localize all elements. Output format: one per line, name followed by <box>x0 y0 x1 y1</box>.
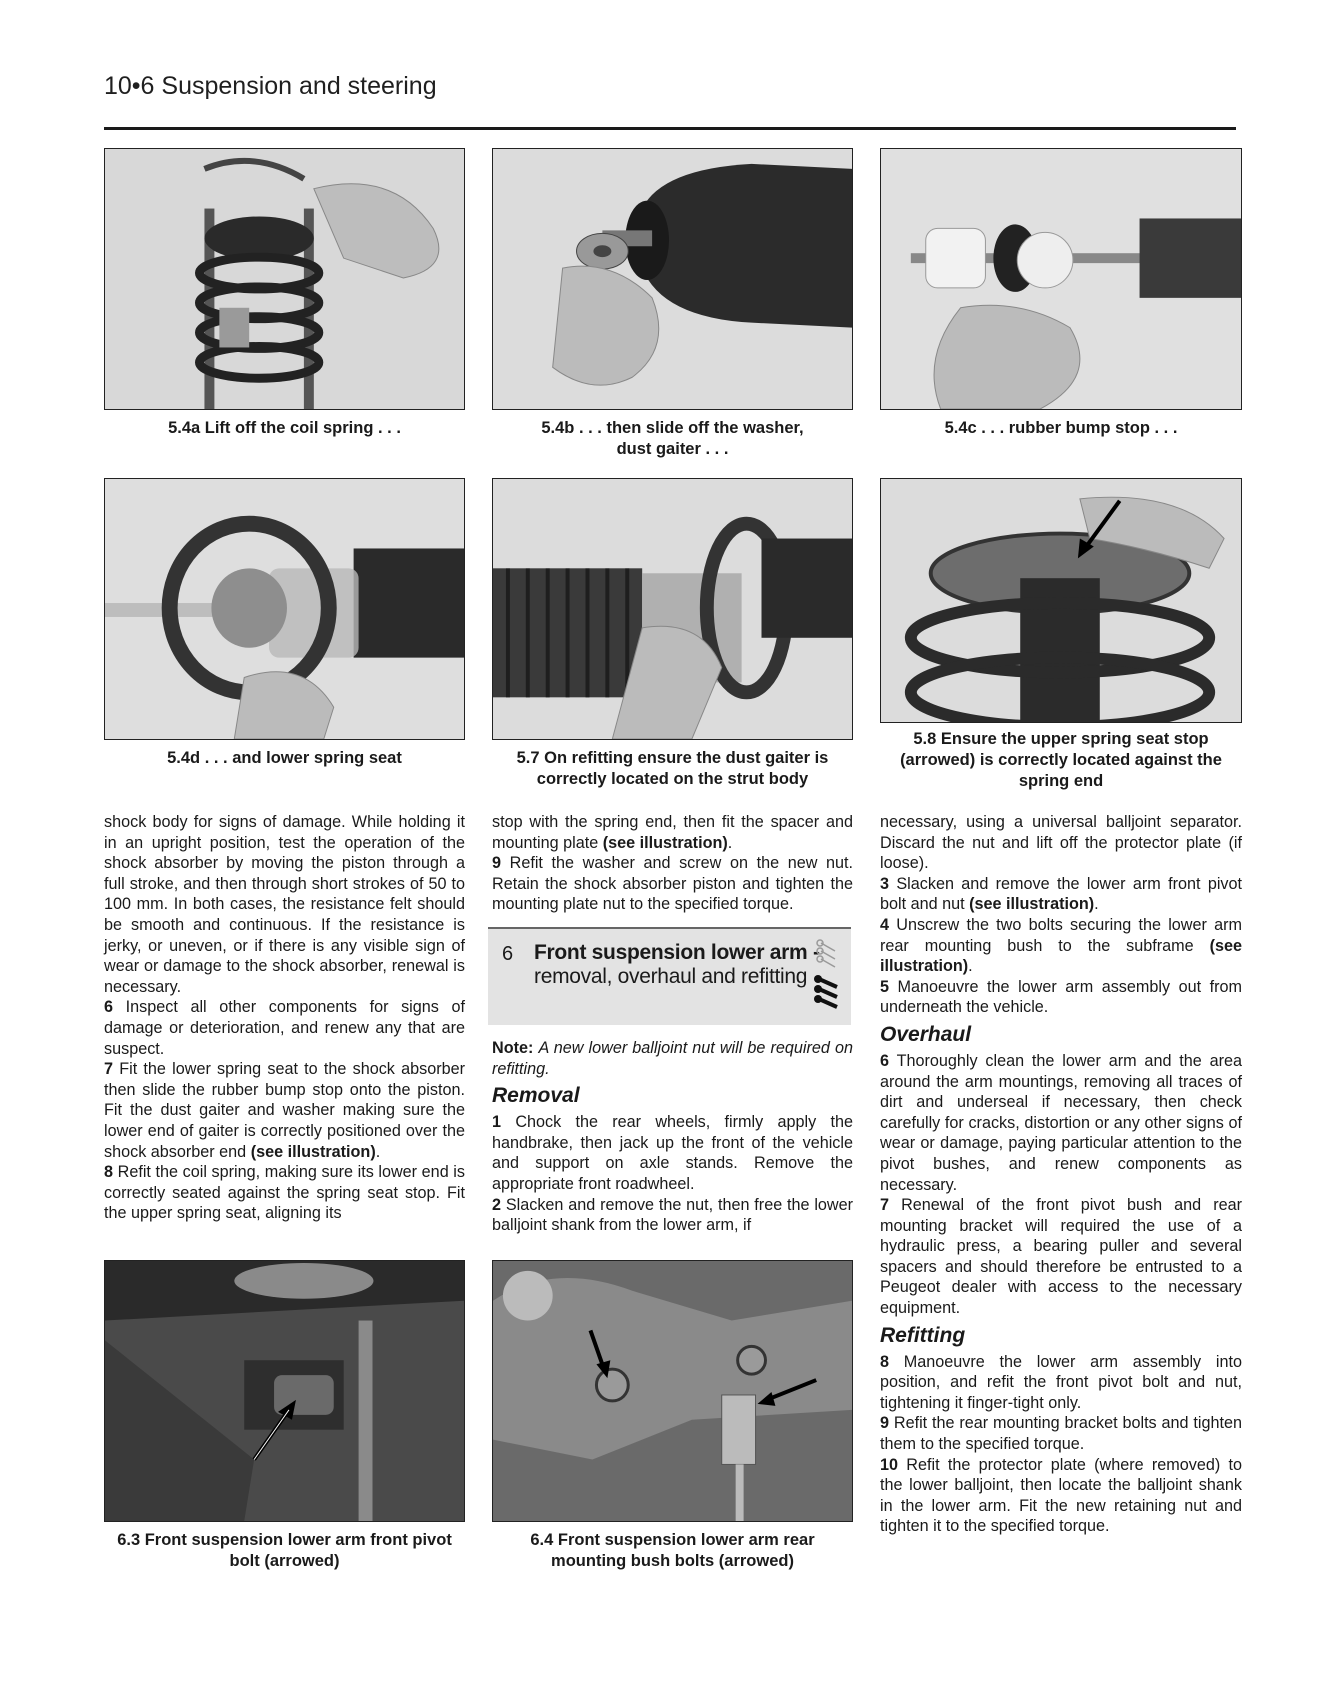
paragraph: 2 Slacken and remove the nut, then free the lower balljoint shank from the lower arm, if <box>492 1195 854 1235</box>
caption-5-4c: 5.4c . . . rubber bump stop . . . <box>944 419 1178 437</box>
difficulty-wrench-icon <box>813 939 843 1015</box>
paragraph: 8 Refit the coil spring, making sure its lower end is correctly seated against the spring seat stop. Fit the upper spring seat, aligning its <box>104 1163 465 1223</box>
note: Note: A new lower balljoint nut will be required on refitting. <box>492 1039 853 1078</box>
paragraph: 9 Refit the washer and screw on the new nut. Retain the shock absorber piston and tighten the mounting plate nut to the specified torque. <box>492 854 854 914</box>
paragraph: 7 Fit the lower spring seat to the shock absorber then slide the rubber bump stop onto the piston. Fit the dust gaiter and washer making sure the lower end of gaiter is correctly positioned over the shock absorber end (see illustration). <box>104 1060 465 1161</box>
paragraph: 8 Manoeuvre the lower arm assembly into position, and refit the front pivot bolt and nut, tightening it finger-tight only. <box>880 1352 1242 1412</box>
paragraph: 7 Renewal of the front pivot bush and rear mounting bracket will required the use of a hydraulic press, a bearing puller and several spacers and should therefore be entrusted to a Peugeot dealer with access to the necessary equipment. <box>880 1196 1243 1318</box>
section-heading-box <box>488 927 851 1025</box>
caption-5-4a: 5.4a Lift off the coil spring . . . <box>168 419 401 437</box>
photo-5-4a <box>104 148 465 410</box>
photo-5-8 <box>880 478 1242 723</box>
photo-6-3 <box>104 1260 465 1522</box>
refitting-heading: Refitting <box>880 1323 966 1347</box>
header-rule <box>104 127 1236 130</box>
removal-heading: Removal <box>492 1084 580 1108</box>
text-column-2-bottom <box>492 1038 853 1236</box>
section-number: 6 <box>502 943 514 965</box>
paragraph: necessary, using a universal balljoint separator. Discard the nut and lift off the protector plate (if loose). <box>880 813 1242 873</box>
caption-5-4d: 5.4d . . . and lower spring seat <box>167 749 402 767</box>
paragraph: shock body for signs of damage. While holding it in an upright position, test the operation of the shock absorber by moving the piston through a full stroke, and then through short strokes of 50 to 100 mm. In both cases, the resistance felt should be smooth and continuous. If the resistance is jerky, or uneven, or if there is any visible sign of wear or damage to the shock absorber, renewal is necessary. <box>104 813 465 996</box>
caption-6-4: 6.4 Front suspension lower arm rear mounting bush bolts (arrowed) <box>530 1531 815 1570</box>
caption-5-8: 5.8 Ensure the upper spring seat stop (arrowed) is correctly located against the spring end <box>900 730 1222 790</box>
caption-6-3: 6.3 Front suspension lower arm front pivot bolt (arrowed) <box>117 1531 452 1570</box>
paragraph: 10 Refit the protector plate (where removed) to the lower balljoint, then locate the balljoint shank in the lower arm. Fit the new retaining nut and tighten it to the specified torque. <box>880 1455 1242 1536</box>
text-column-1 <box>104 812 465 1224</box>
paragraph: 5 Manoeuvre the lower arm assembly out from underneath the vehicle. <box>880 977 1243 1017</box>
photo-5-7 <box>492 478 853 740</box>
section-title: Front suspension lower arm - removal, overhaul and refitting <box>534 941 820 988</box>
photo-5-4b <box>492 148 853 410</box>
caption-5-4b: 5.4b . . . then slide off the washer, dust gaiter . . . <box>541 419 804 458</box>
photo-5-4d <box>104 478 465 740</box>
paragraph: 6 Inspect all other components for signs of damage or deterioration, and renew any that are suspect. <box>104 998 465 1058</box>
overhaul-heading: Overhaul <box>880 1022 972 1046</box>
text-column-2-top <box>492 812 853 915</box>
paragraph: 6 Thoroughly clean the lower arm and the area around the arm mountings, removing all traces of dirt and underseal if necessary, then check carefully for cracks, distortion or any other signs of wear or damage, paying particular attention to the pivot bushes, and renew components as necessary. <box>880 1051 1242 1194</box>
page-title: 10•6 Suspension and steering <box>104 72 437 100</box>
text-column-3 <box>880 812 1242 1537</box>
paragraph: 3 Slacken and remove the lower arm front pivot bolt and nut (see illustration). <box>880 874 1243 914</box>
paragraph: stop with the spring end, then fit the spacer and mounting plate (see illustration). <box>492 813 853 852</box>
photo-6-4 <box>492 1260 853 1522</box>
paragraph: 4 Unscrew the two bolts securing the lower arm rear mounting bush to the subframe (see illustration). <box>880 915 1243 976</box>
paragraph: 9 Refit the rear mounting bracket bolts and tighten them to the specified torque. <box>880 1414 1242 1454</box>
photo-5-4c <box>880 148 1242 410</box>
paragraph: 1 Chock the rear wheels, firmly apply the handbrake, then jack up the front of the vehicle and support on axle stands. Remove the appropriate front roadwheel. <box>492 1113 853 1193</box>
caption-5-7: 5.7 On refitting ensure the dust gaiter is correctly located on the strut body <box>516 749 829 788</box>
